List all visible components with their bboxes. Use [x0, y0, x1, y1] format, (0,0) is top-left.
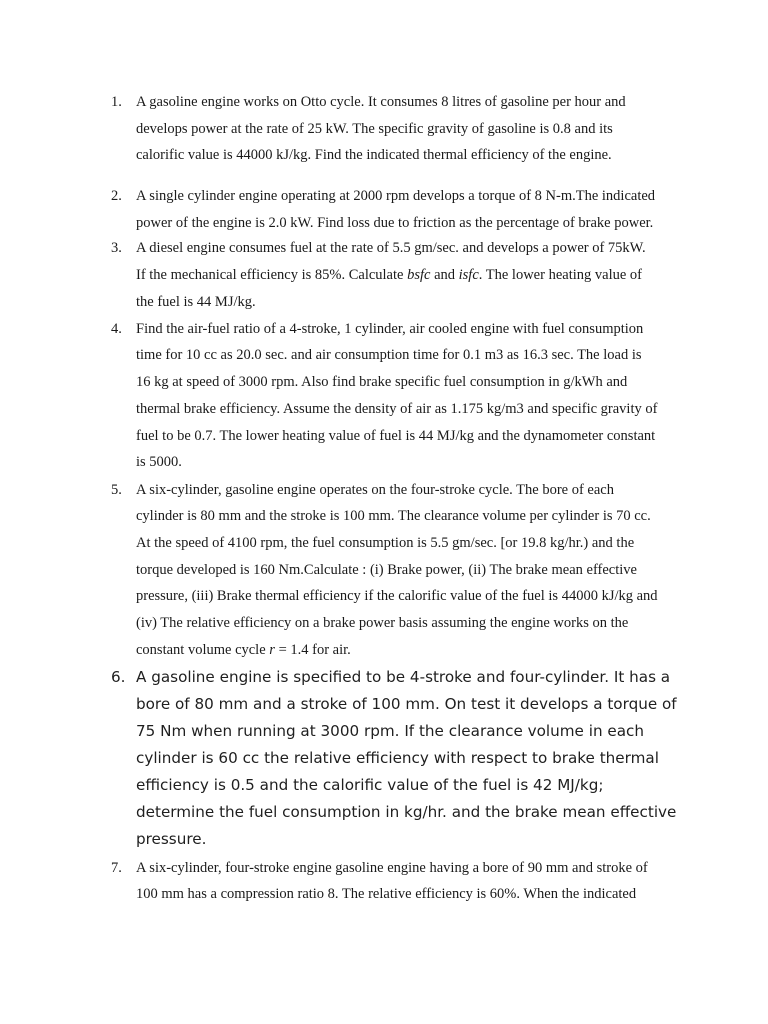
question-1-line-1: A gasoline engine works on Otto cycle. It consumes 8 litres of gasoline per hour and	[136, 94, 626, 110]
question-3-line-2	[136, 262, 642, 289]
question-5-line-6: (iv) The relative efficiency on a brake power basis assuming the engine works on the	[136, 615, 629, 631]
question-5-number: 5.	[111, 482, 122, 498]
question-4-line-6: is 5000.	[136, 454, 182, 470]
question-1-number: 1.	[111, 94, 122, 110]
question-3-line-1: A diesel engine consumes fuel at the rate of 5.5 gm/sec. and develops a power of 75kW.	[136, 240, 646, 256]
question-2-line-1: A single cylinder engine operating at 2000 rpm develops a torque of 8 N-m.The indicated	[136, 188, 656, 204]
question-7-line-2: 100 mm has a compression ratio 8. The relative efficiency is 60%. When the indicated	[136, 886, 637, 902]
question-3-number: 3.	[111, 240, 122, 256]
question-6-line-7: pressure.	[136, 830, 207, 848]
question-6-line-4: cylinder is 60 cc the relative efficiency with respect to brake thermal	[136, 749, 659, 767]
question-6-line-1: A gasoline engine is specified to be 4-stroke and four-cylinder. It has a	[136, 668, 671, 686]
question-7-line-1: A six-cylinder, four-stroke engine gasoline engine having a bore of 90 mm and stroke of	[136, 860, 648, 876]
question-2-number: 2.	[111, 188, 122, 204]
question-6-line-3: 75 Nm when running at 3000 rpm. If the clearance volume in each	[136, 722, 645, 740]
question-5-line-7-text-b: = 1.4 for air.	[274, 642, 351, 658]
question-3-line-2-text-c: . The lower heating value of	[478, 267, 642, 283]
isfc-term: isfc	[458, 267, 479, 283]
question-6-number: 6.	[111, 668, 126, 686]
question-5-line-5: pressure, (iii) Brake thermal efficiency if the calorific value of the fuel is 44000 kJ/kg and	[136, 588, 658, 604]
question-5-line-2: cylinder is 80 mm and the stroke is 100 mm. The clearance volume per cylinder is 70 cc.	[136, 508, 651, 524]
question-7-number: 7.	[111, 860, 122, 876]
gamma-symbol: r	[269, 642, 275, 658]
bsfc-term: bsfc	[407, 267, 431, 283]
question-4-line-1: Find the air-fuel ratio of a 4-stroke, 1 cylinder, air cooled engine with fuel consumption	[136, 321, 644, 337]
question-2-line-2: power of the engine is 2.0 kW. Find loss due to friction as the percentage of brake power.	[136, 215, 654, 231]
question-3-line-2-text-b: and	[430, 267, 459, 283]
question-4-number: 4.	[111, 321, 122, 337]
question-5-line-7	[136, 637, 351, 664]
question-6-line-2: bore of 80 mm and a stroke of 100 mm. On test it develops a torque of	[136, 695, 677, 713]
question-3-line-3: the fuel is 44 MJ/kg.	[136, 294, 256, 310]
question-5-line-3: At the speed of 4100 rpm, the fuel consumption is 5.5 gm/sec. [or 19.8 kg/hr.) and the	[136, 535, 635, 551]
question-4-line-2: time for 10 cc as 20.0 sec. and air consumption time for 0.1 m3 as 16.3 sec. The load is	[136, 347, 642, 363]
question-4-line-5: fuel to be 0.7. The lower heating value of fuel is 44 MJ/kg and the dynamometer constant	[136, 428, 656, 444]
question-4-line-4: thermal brake efficiency. Assume the density of air as 1.175 kg/m3 and specific gravity of	[136, 401, 658, 417]
question-5-line-7-text-a: constant volume cycle	[136, 642, 270, 658]
question-5-line-4: torque developed is 160 Nm.Calculate : (i) Brake power, (ii) The brake mean effective	[136, 562, 637, 578]
question-1-line-2: develops power at the rate of 25 kW. The specific gravity of gasoline is 0.8 and its	[136, 121, 613, 137]
question-5-line-1: A six-cylinder, gasoline engine operates on the four-stroke cycle. The bore of each	[136, 482, 614, 498]
question-1-line-3: calorific value is 44000 kJ/kg. Find the indicated thermal efficiency of the engine.	[136, 147, 612, 163]
question-3-line-2-text-a: If the mechanical efficiency is 85%. Calculate	[136, 267, 408, 283]
question-6-line-5: efficiency is 0.5 and the calorific value of the fuel is 42 MJ/kg;	[136, 776, 604, 794]
question-6-line-6: determine the fuel consumption in kg/hr. and the brake mean effective	[136, 803, 677, 821]
question-4-line-3: 16 kg at speed of 3000 rpm. Also find brake specific fuel consumption in g/kWh and	[136, 374, 628, 390]
